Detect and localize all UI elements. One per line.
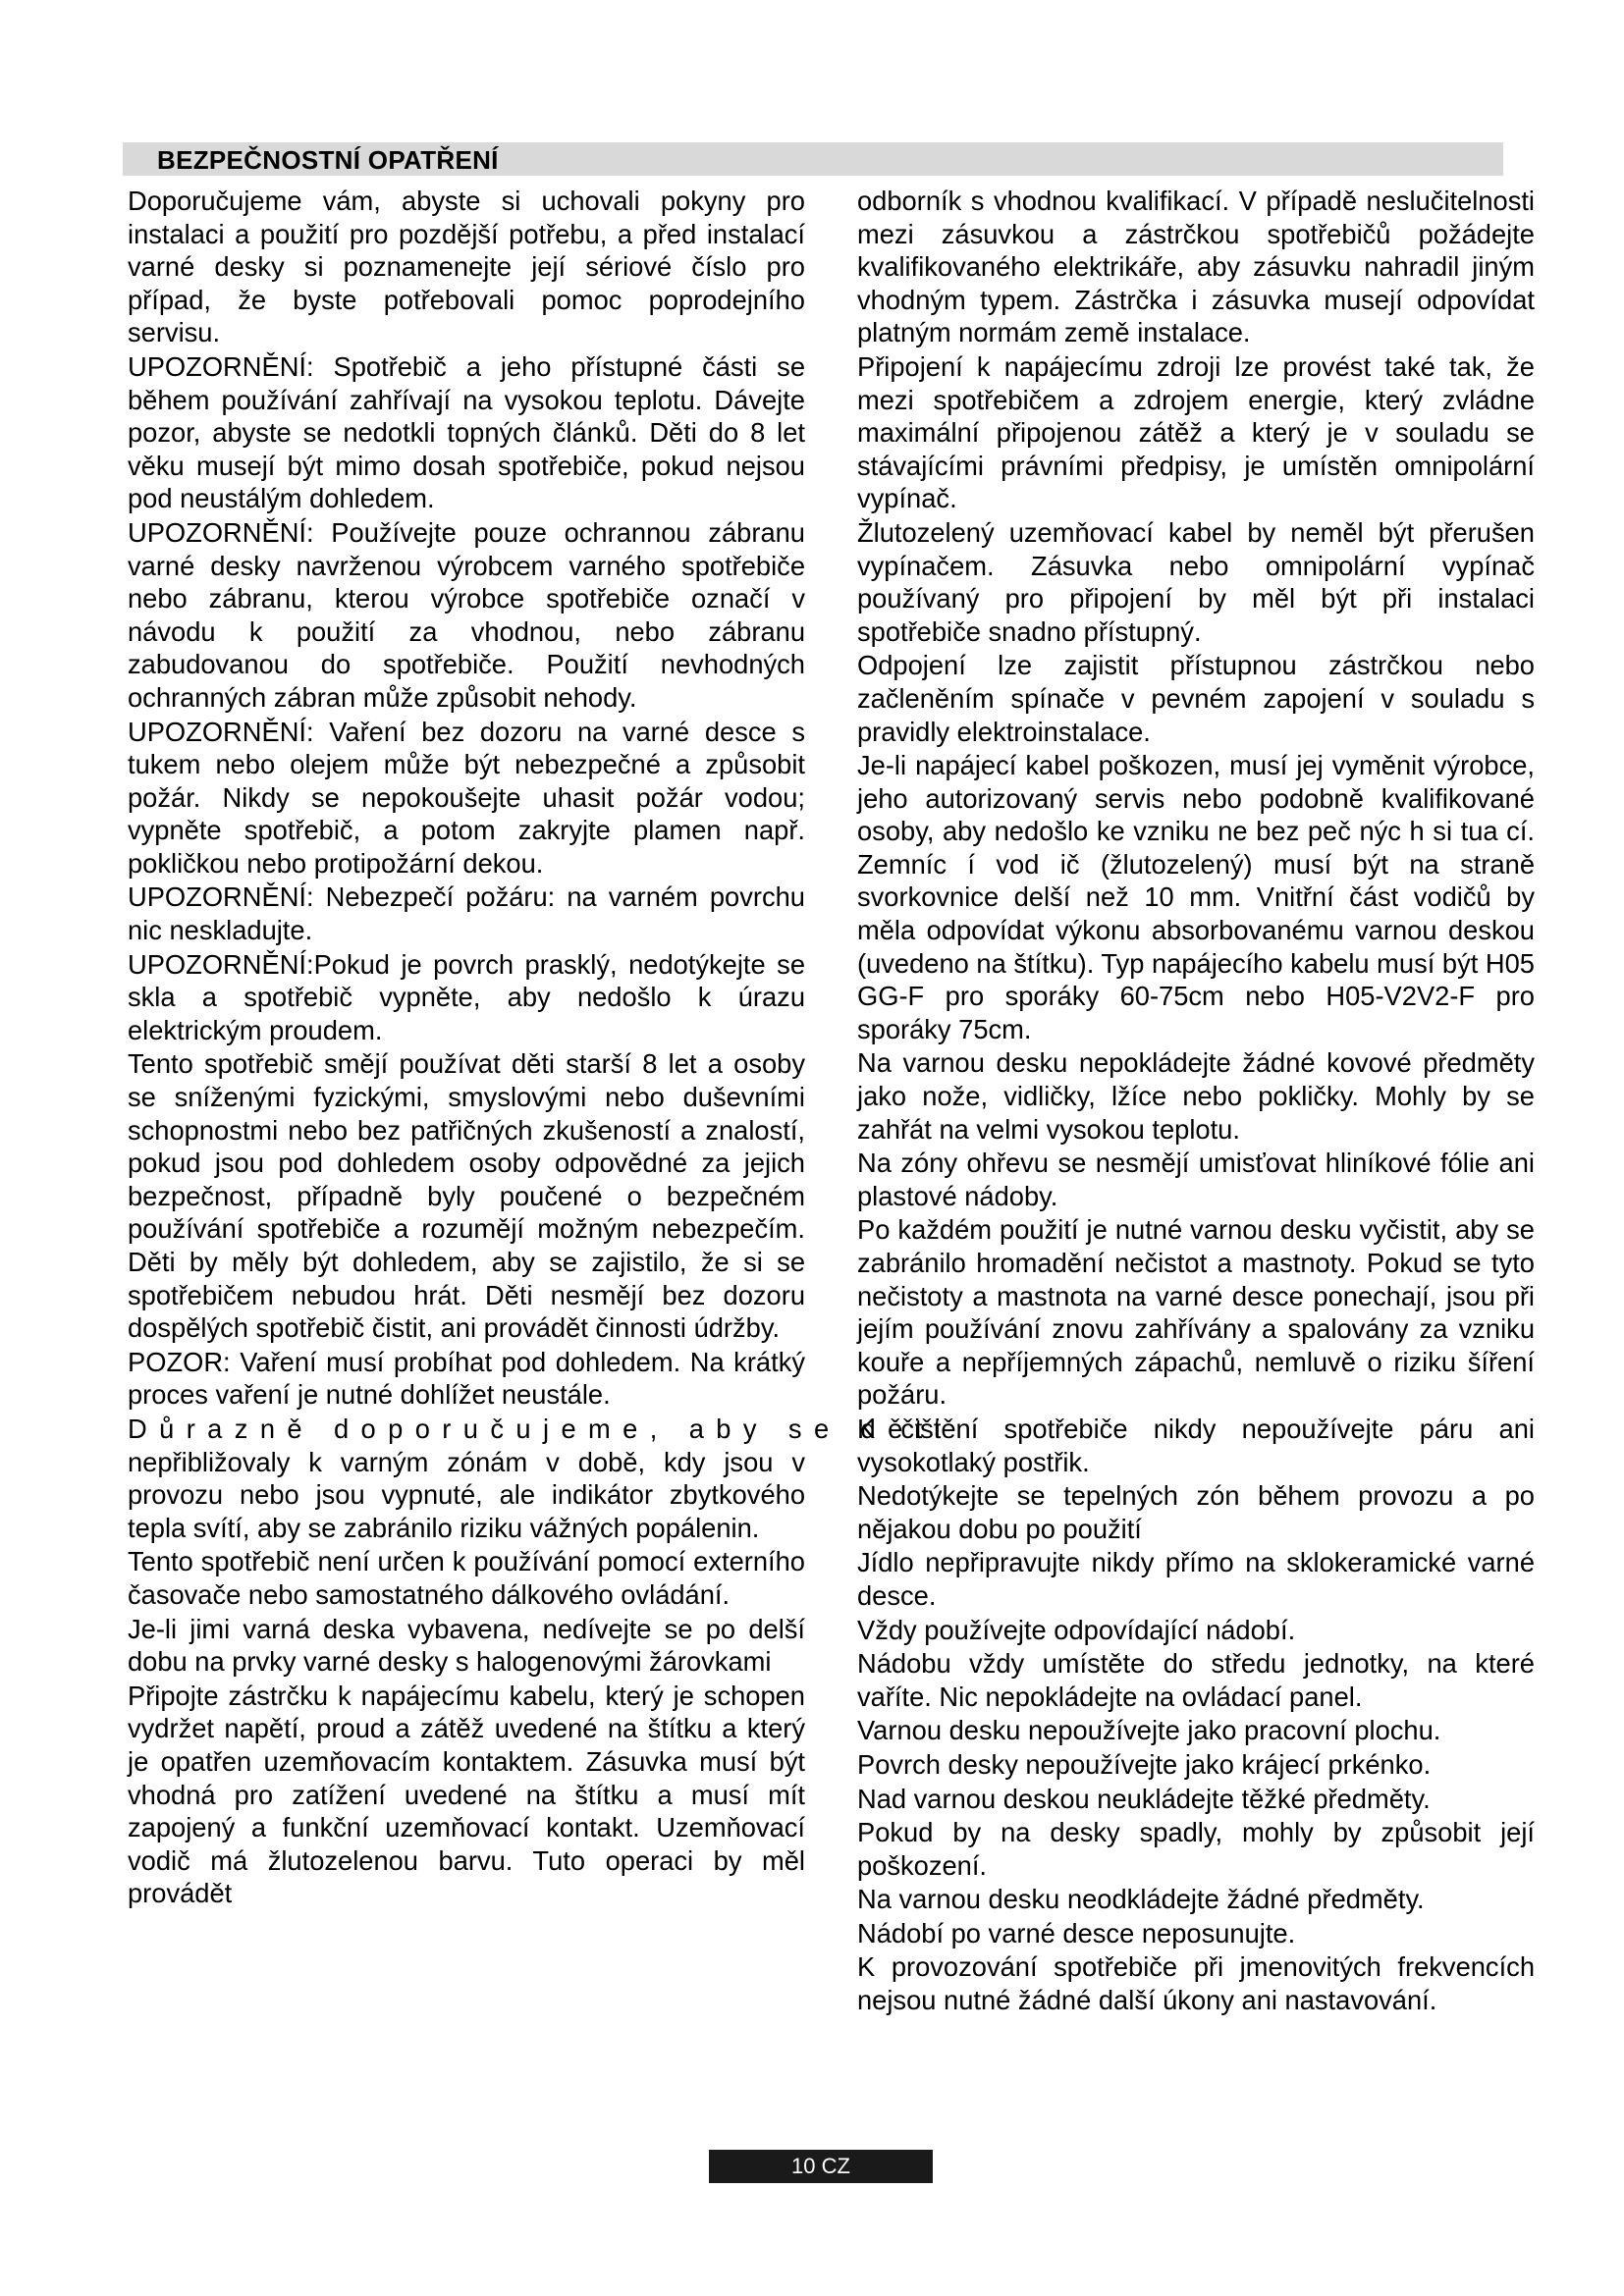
paragraph: Varnou desku nepoužívejte jako pracovní plochu. xyxy=(857,1715,1441,1746)
paragraph: K čištění spotřebiče nikdy nepoužívejte páru ani vysokotlaký postřik. xyxy=(857,1413,1535,1477)
paragraph: Nedotýkejte se tepelných zón během provozu a po nějakou dobu po použití xyxy=(857,1480,1535,1544)
paragraph: nepřibližovaly k varným zónám v době, kdy jsou v provozu nebo jsou vypnuté, ale indikátor zbytkového tepla svítí, aby se zabránilo riziku vážných popálenin. xyxy=(128,1446,805,1543)
paragraph: Na varnou desku nepokládejte žádné kovové předměty jako nože, vidličky, lžíce nebo pokličky. Mohly by se zahřát na velmi vysokou teplotu. xyxy=(857,1047,1535,1145)
paragraph: Vždy používejte odpovídající nádobí. xyxy=(857,1614,1296,1645)
paragraph: Na zóny ohřevu se nesmějí umisťovat hliníkové fólie ani plastové nádoby. xyxy=(857,1148,1535,1211)
paragraph: odborník s vhodnou kvalifikací. V případě neslučitelnosti mezi zásuvkou a zástrčkou spotřebičů požádejte kvalifikovaného elektrikáře, aby zásuvku nahradil jiným vhodným typem. Zástrčka i zásuvka musejí odpovídat platným normám země instalace. xyxy=(857,186,1535,348)
paragraph: UPOZORNĚNÍ: Spotřebič a jeho přístupné části se během používání zahřívají na vysokou teplotu. Dávejte pozor, abyste se nedotkli topných článků. Děti do 8 let věku musejí být mimo dosah spotřebiče, pokud nejsou pod neustálým dohledem. xyxy=(128,350,805,514)
paragraph: Pokud by na desky spadly, mohly by způsobit její poškození. xyxy=(857,1817,1535,1881)
page-number: 10 CZ xyxy=(709,2150,933,2183)
paragraph: Žlutozelený uzemňovací kabel by neměl být přerušen vypínačem. Zásuvka nebo omnipolární vypínač používaný pro připojení by měl být při instalaci spotřebiče snadno přístupný. xyxy=(857,516,1535,647)
paragraph: UPOZORNĚNÍ: Používejte pouze ochrannou zábranu varné desky navrženou výrobcem varného spotřebiče nebo zábranu, kterou výrobce spotřebiče označí v návodu k použití za vhodnou, nebo zábranu zabudovanou do spotřebiče. Použití nevhodných ochranných zábran může způsobit nehody. xyxy=(128,516,805,713)
paragraph: Nad varnou deskou neukládejte těžké předměty. xyxy=(857,1783,1431,1814)
paragraph: UPOZORNĚNÍ: Nebezpečí požáru: na varném povrchu nic neskladujte. xyxy=(128,881,805,946)
right-column xyxy=(857,185,1535,2018)
paragraph: UPOZORNĚNÍ:Pokud je povrch prasklý, nedotýkejte se skla a spotřebič vypněte, aby nedošlo k úrazu elektrickým proudem. xyxy=(128,948,805,1045)
paragraph: Povrch desky nepoužívejte jako krájecí prkénko. xyxy=(857,1748,1432,1780)
paragraph: Doporučujeme vám, abyste si uchovali pokyny pro instalaci a použití pro pozdější potřebu, a před instalací varné desky si poznamenejte její sériové číslo pro případ, že byste potřebovali pomoc poprodejního servisu. xyxy=(128,186,805,348)
section-title: BEZPEČNOSTNÍ OPATŘENÍ xyxy=(157,145,499,175)
paragraph: Jídlo nepřipravujte nikdy přímo na sklokeramické varné desce. xyxy=(857,1547,1535,1611)
paragraph: Po každém použití je nutné varnou desku vyčistit, aby se zabránilo hromadění nečistot a mastnoty. Pokud se tyto nečistoty a mastnota na varné desce ponechají, jsou při jejím používání znovu zahřívány a spalovány za vzniku kouře a nepříjemných zápachů, nemluvě o riziku šíření požáru. xyxy=(857,1214,1535,1411)
paragraph: Připojení k napájecímu zdroji lze provést také tak, že mezi spotřebičem a zdrojem energie, který zvládne maximální připojenou zátěž a který je v souladu se stávajícími právními předpisy, je umístěn omnipolární vypínač. xyxy=(857,350,1535,514)
paragraph: Nádobu vždy umístěte do středu jednotky, na které vaříte. Nic nepokládejte na ovládací panel. xyxy=(857,1648,1535,1712)
paragraph: Odpojení lze zajistit přístupnou zástrčkou nebo začleněním spínače v pevném zapojení v souladu s pravidly elektroinstalace. xyxy=(857,650,1535,747)
paragraph: Nádobí po varné desce neposunujte. xyxy=(857,1917,1296,1949)
paragraph: K provozování spotřebiče při jmenovitých frekvencích nejsou nutné žádné další úkony ani nastavování. xyxy=(857,1951,1535,2016)
paragraph: Tento spotřebič smějí používat děti starší 8 let a osoby se sníženými fyzickými, smyslovými nebo duševními schopnostmi nebo bez patřičných zkušeností a znalostí, pokud jsou pod dohledem osoby odpovědné za jejich bezpečnost, případně byly poučené o bezpečném používání spotřebiče a rozumějí možným nebezpečím. Děti by měly být dohledem, aby se zajistilo, že si se spotřebičem nebudou hrát. Děti nesmějí bez dozoru dospělých spotřebič čistit, ani provádět činnosti údržby. xyxy=(128,1048,805,1344)
paragraph: POZOR: Vaření musí probíhat pod dohledem. Na krátký proces vaření je nutné dohlížet neustále. xyxy=(128,1346,805,1411)
paragraph: UPOZORNĚNÍ: Vaření bez dozoru na varné desce s tukem nebo olejem může být nebezpečné a způsobit požár. Nikdy se nepokoušejte uhasit požár vodou; vypněte spotřebič, a potom zakryjte plamen např. pokličkou nebo protipožární dekou. xyxy=(128,716,805,879)
left-column xyxy=(128,185,953,1911)
paragraph: Připojte zástrčku k napájecímu kabelu, který je schopen vydržet napětí, proud a zátěž uvedené na štítku a který je opatřen uzemňovacím kontaktem. Zásuvka musí být vhodná pro zatížení uvedené na štítku a musí mít zapojený a funkční uzemňovací kontakt. Uzemňovací vodič má žlutozelenou barvu. Tuto operaci by měl provádět xyxy=(128,1680,805,1909)
spaced-line: Důrazně doporučujeme, aby se děti xyxy=(128,1413,953,1444)
paragraph: Je-li jimi varná deska vybavena, nedívejte se po delší dobu na prvky varné desky s halogenovými žárovkami xyxy=(128,1613,805,1678)
paragraph: Na varnou desku neodkládejte žádné předměty. xyxy=(857,1884,1425,1915)
paragraph: Je-li napájecí kabel poškozen, musí jej vyměnit výrobce, jeho autorizovaný servis nebo podobně kvalifikované osoby, aby nedošlo ke vzniku ne bez peč nýc h si tua cí. Zemníc í vod ič (žlutozelený) musí být na straně svorkovnice delší než 10 mm. Vnitřní část vodičů by měla odpovídat výkonu absorbovanému varnou deskou (uvedeno na štítku). Typ napájecího kabelu musí být H05 GG-F pro sporáky 60-75cm nebo H05-V2V2-F pro sporáky 75cm. xyxy=(857,750,1535,1044)
paragraph: Tento spotřebič není určen k používání pomocí externího časovače nebo samostatného dálkového ovládání. xyxy=(128,1546,805,1610)
